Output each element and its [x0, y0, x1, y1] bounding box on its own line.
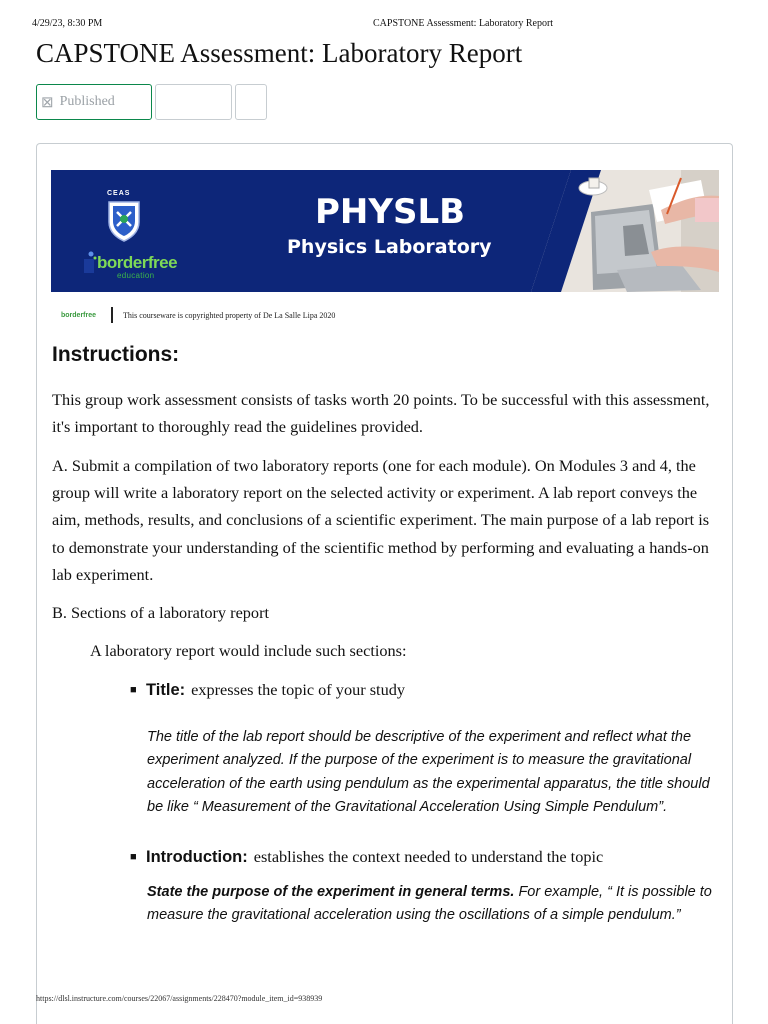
instructions-heading: Instructions: [52, 343, 180, 366]
print-date: 4/29/23, 8:30 PM [32, 18, 103, 29]
sections-intro: A laboratory report would include such sections: [90, 641, 407, 660]
section-desc: expresses the topic of your study [191, 680, 405, 699]
ceas-label: CEAS [107, 190, 131, 197]
divider [111, 307, 113, 323]
laptop-desk-photo [531, 170, 719, 292]
list-item-introduction [130, 846, 603, 868]
published-icon: ⊠ [41, 94, 54, 111]
bullet-icon: ■ [130, 684, 137, 696]
instructions-item-a: A. Submit a compilation of two laboratory reports (one for each module). On Modules 3 and 4, the group will write a laboratory report on the selected activity or experiment. A lab report conveys the aim, methods, results, and conclusions of a scientific experiment. The main purpose of a lab report is to demonstrate your understanding of the scientific method by performing and evaluating a hands-on lab experiment. [52, 456, 710, 584]
school-shield-icon [107, 200, 141, 242]
edit-button[interactable] [155, 84, 232, 120]
bullet-icon: ■ [130, 851, 137, 863]
introduction-guidance [147, 881, 722, 928]
section-desc: establishes the context needed to understand the topic [253, 847, 604, 866]
section-term: Introduction: [146, 848, 248, 866]
borderfree-wordmark: borderfree [97, 253, 178, 272]
instructions-intro: This group work assessment consists of tasks worth 20 points. To be successful with this assessment, it's important to thoroughly read the guidelines provided. [52, 390, 710, 437]
published-label: Published [59, 94, 115, 109]
published-button[interactable] [36, 84, 152, 120]
introduction-guidance-bold: State the purpose of the experiment in general terms. [147, 884, 515, 900]
introduction-guidance-text: For example, “ It is possible to measure the gravitational acceleration using the oscillations of a simple pendulum.” [147, 884, 712, 924]
section-term: Title: [146, 681, 186, 699]
banner-subtitle: Physics Laboratory [287, 236, 492, 258]
copyright-notice [61, 304, 335, 326]
list-item-title [130, 679, 405, 701]
assignment-content [36, 143, 733, 1024]
banner-title: PHYSLB [315, 192, 466, 232]
borderfree-subtitle: education [117, 271, 155, 280]
title-guidance: The title of the lab report should be descriptive of the experiment and reflect what the experiment analyzed. If the purpose of the experiment is to measure the gravitational acceleration of the earth using pendulum as the experimental apparatus, the title should be like “ Measurement of the Gravitational Acceleration Using Simple Pendulum”. [147, 729, 710, 815]
footer-url: https://dlsl.instructure.com/courses/22067/assignments/228470?module_item_id=938939 [36, 994, 323, 1003]
more-options-button[interactable] [235, 84, 267, 120]
instructions-item-b: B. Sections of a laboratory report [52, 603, 270, 622]
print-header [32, 18, 736, 32]
page-title: CAPSTONE Assessment: Laboratory Report [36, 38, 523, 68]
print-title: CAPSTONE Assessment: Laboratory Report [373, 18, 554, 29]
copyright-text: This courseware is copyrighted property of De La Salle Lipa 2020 [123, 310, 336, 320]
course-banner [51, 170, 719, 292]
borderfree-mini-logo: borderfree [61, 311, 97, 319]
